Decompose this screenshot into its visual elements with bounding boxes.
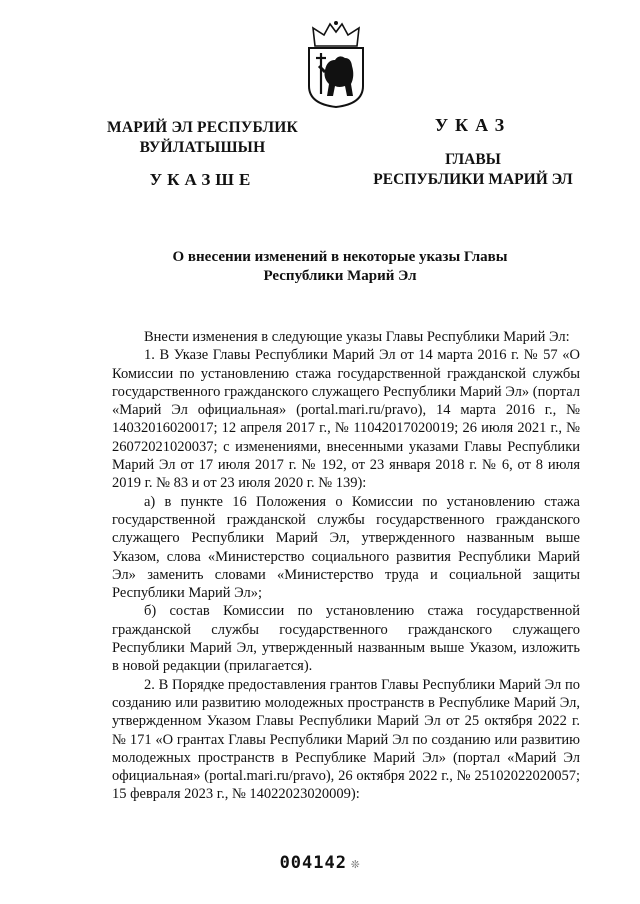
paragraph-item-1b: б) состав Комиссии по установлению стажа государственной гражданской службы государственного гражданского служащего Республики Марий Эл, утвержденный названным выше Указом, изложить в новой редакции (прилагается). bbox=[112, 603, 580, 675]
republic-header-russian bbox=[368, 150, 578, 190]
header-left-line2: ВУЙЛАТЫШЫН bbox=[139, 139, 266, 156]
paragraph-item-2: 2. В Порядке предоставления грантов Главы Республики Марий Эл по созданию или развитию молодежных пространств в Республике Марий Эл, утвержденном Указом Главы Республики Марий Эл от 25 октября 2022 г. № 171 «О грантах Главы Республики Марий Эл по созданию или развитию молодежных пространств в Республике Марий Эл» (портал «Марий Эл официальная» (portal.mari.ru/pravo), 26 октября 2022 г., № 25102022020057; 15 февраля 2023 г., № 14022023020009): bbox=[112, 676, 580, 803]
header-right-line2: ГЛАВЫ bbox=[445, 151, 501, 168]
serial-number: 004142 bbox=[279, 853, 347, 873]
header-left-line1: МАРИЙ ЭЛ РЕСПУБЛИК bbox=[107, 119, 298, 136]
header-left-line3: УКАЗШЕ bbox=[149, 170, 256, 189]
header-right-line3: РЕСПУБЛИКИ МАРИЙ ЭЛ bbox=[373, 171, 573, 188]
republic-header-mari bbox=[95, 118, 310, 158]
coat-of-arms-icon bbox=[301, 20, 371, 108]
title-line1: О внесении изменений в некоторые указы Главы bbox=[172, 249, 508, 265]
paragraph-intro: Внести изменения в следующие указы Главы Республики Марий Эл: bbox=[144, 329, 570, 345]
title-line2: Республики Марий Эл bbox=[263, 268, 417, 284]
document-title bbox=[100, 248, 580, 286]
document-body bbox=[112, 328, 580, 804]
paragraph-item-1: 1. В Указе Главы Республики Марий Эл от 14 марта 2016 г. № 57 «О Комиссии по установлению стажа государственной гражданской службы государственного гражданского служащего Республики Марий Эл» (портал «Марий Эл официальная» (portal.mari.ru/pravo), 14 марта 2016 г., № 14032016020017; 12 апреля 2017 г., № 11042017020019; 26 июля 2021 г., № 26072021020037; с изменениями, внесенными указами Главы Республики Марий Эл от 17 июля 2017 г. № 192, от 23 января 2018 г. № 6, от 8 июля 2019 г. № 83 и от 23 июля 2020 г. № 139): bbox=[112, 347, 580, 492]
header-right-line1: УКАЗ bbox=[434, 115, 512, 135]
asterisk-seal-icon: ❊ bbox=[350, 856, 361, 872]
paragraph-item-1a: а) в пункте 16 Положения о Комиссии по установлению стажа государственной гражданской службы государственного гражданского служащего Республики Марий Эл, утвержденного названным выше Указом, слова «Министерство социального развития Республики Марий Эл» заменить словами «Министерство труда и социальной защиты Республики Марий Эл»; bbox=[112, 493, 580, 602]
document-serial bbox=[0, 853, 640, 873]
